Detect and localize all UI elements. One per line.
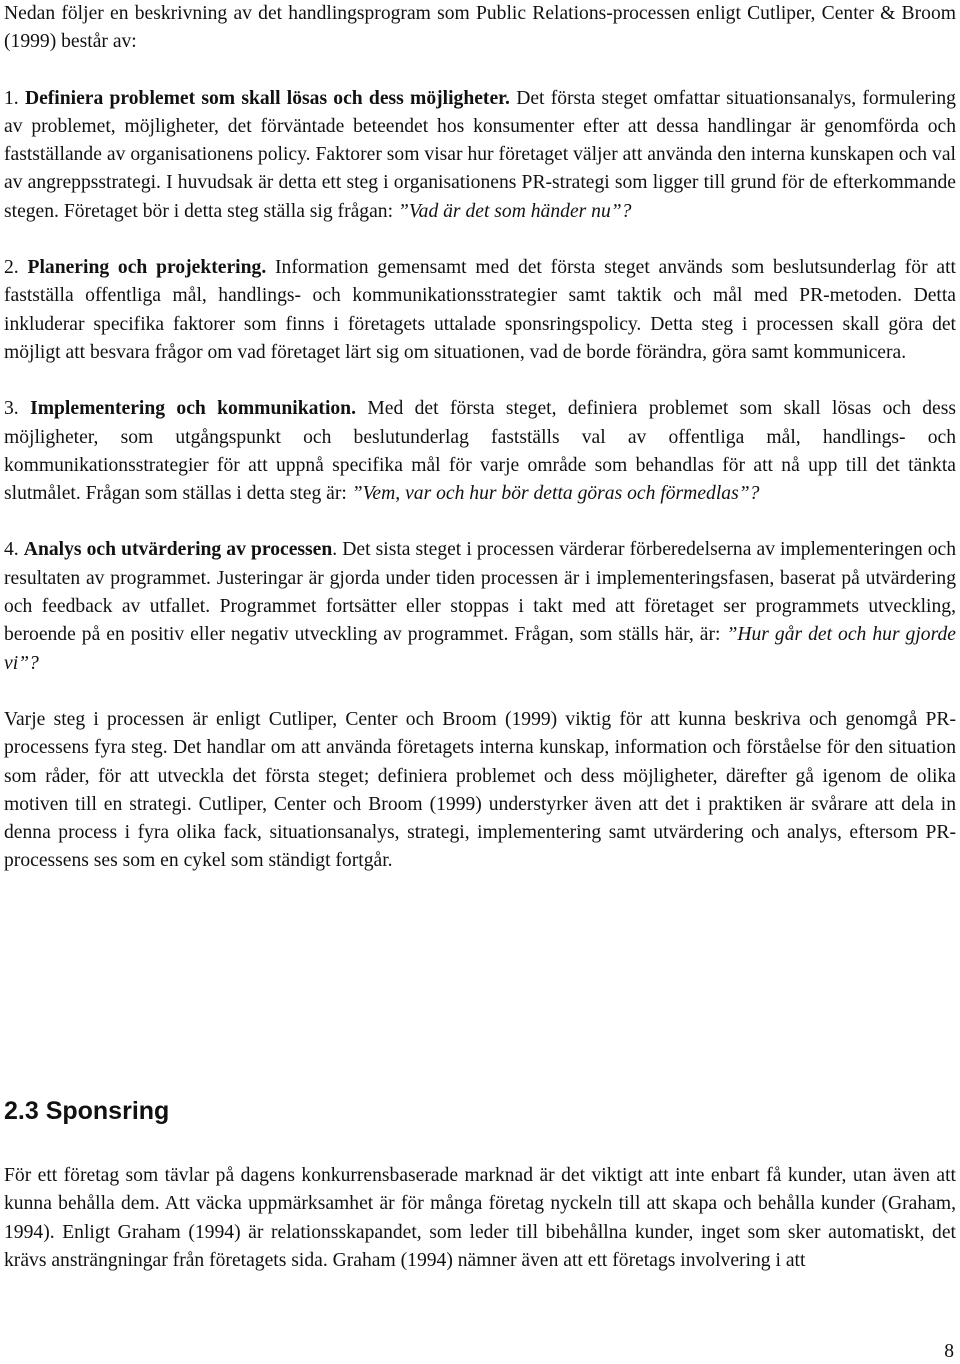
step-2-title: Planering och projektering. <box>27 257 267 279</box>
step-2-paragraph <box>4 254 956 367</box>
step-3-body: Med det första steget, definiera problemet som skall lösas och dess möjligheter, som utgångspunkt och beslutunderlag fastställs val av offentliga mål, handlings- och kommunikationsstrategier för att uppnå specifika mål för varje område som behandlas för att nå upp till det tänkta slutmålet. Frågan som ställas i detta steg är: <box>4 398 957 505</box>
step-3-number: 3. <box>4 398 19 420</box>
intro-paragraph: Nedan följer en beskrivning av det handlingsprogram som Public Relations-processen enligt Cutliper, Center & Broom (1999) består av: <box>4 3 956 53</box>
page-number: 8 <box>944 1341 954 1362</box>
step-1-number: 1. <box>4 87 19 109</box>
step-2-number: 2. <box>4 257 19 279</box>
document-page <box>4 0 956 876</box>
step-3-question: ”Vem, var och hur bör detta göras och förmedlas”? <box>351 483 760 505</box>
step-4-title: Analys och utvärdering av processen <box>23 539 333 561</box>
step-1-body: Det första steget omfattar situationsanalys, formulering av problemet, möjligheter, det förväntade beteendet hos konsumenter efter att dessa handlingar är genomförda och fastställande av organisationens policy. Faktorer som visar hur företaget väljer att använda den interna kunskapen och val av angreppsstrategi. I huvudsak är detta ett steg i organisationens PR-strategi som ligger till grund för de efterkommande stegen. Företaget bör i detta steg ställa sig frågan: <box>4 87 956 222</box>
section-body-paragraph: För ett företag som tävlar på dagens konkurrensbaserade marknad är det viktigt att inte enbart få kunder, utan även att kunna behålla dem. Att väcka uppmärksamhet är för många företag nyckeln till att skapa och behålla kunder (Graham, 1994). Enligt Graham (1994) är relationsskapandet, som leder till bibehållna kunder, inget som sker automatiskt, det krävs ansträngningar från företagets sida. Graham (1994) nämner även att ett företags involvering i att <box>4 1165 956 1271</box>
summary-paragraph: Varje steg i processen är enligt Cutliper, Center och Broom (1999) viktig för att kunna beskriva och genomgå PR-processens fyra steg. Det handlar om att använda företagets interna kunskap, information och förståelse för den situation som råder, för att utveckla det första steget; definiera problemet och dess möjligheter, därefter gå igenom de olika motiven till en strategi. Cutliper, Center och Broom (1999) understyrker även att det i praktiken är svårare att dela in denna process i fyra olika fack, situationsanalys, strategi, implementering samt utvärdering och analys, eftersom PR-processens ses som en cykel som ständigt fortgår. <box>4 708 956 872</box>
section-body-container <box>4 1162 956 1275</box>
step-4-number: 4. <box>4 539 19 561</box>
section-heading: 2.3 Sponsring <box>4 1097 170 1125</box>
step-4-paragraph <box>4 536 956 677</box>
step-1-question: ”Vad är det som händer nu”? <box>397 200 632 222</box>
step-2-body: Information gemensamt med det första steget används som beslutsunderlag för att fastställa offentliga mål, handlings- och kommunikationsstrategier samt taktik och mål med PR-metoden. Detta inkluderar specifika faktorer som finns i företagets uttalade sponsringspolicy. Detta steg i processen skall göra det möjligt att besvara frågor om vad företaget lärt sig om situationen, vad de borde förändra, göra samt kommunicera. <box>4 257 956 363</box>
step-1-paragraph <box>4 85 956 226</box>
step-1-title: Definiera problemet som skall lösas och dess möjligheter. <box>24 87 510 109</box>
step-4-question: ”Hur går det och hur gjorde vi”? <box>4 624 956 674</box>
step-3-title: Implementering och kommunikation. <box>30 398 356 420</box>
step-4-body: . Det sista steget i processen värderar förberedelserna av implementeringen och resultaten av programmet. Justeringar är gjorda under tiden processen är i implementeringsfasen, baserat på utvärdering och feedback av utfallet. Programmet fortsätter eller stoppas i takt med att företaget ser programmets utveckling, beroende på en positiv eller negativ utveckling av programmet. Frågan, som ställs här, är: <box>4 539 957 646</box>
step-3-paragraph <box>4 395 956 508</box>
